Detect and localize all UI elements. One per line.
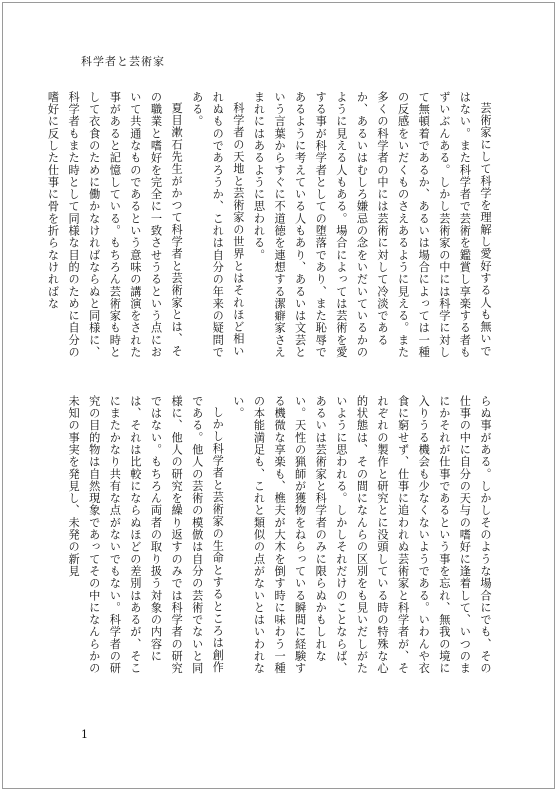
text-block-lower	[67, 395, 495, 685]
running-header: 科学者と芸術家	[81, 55, 165, 68]
paragraph: しかし科学者と芸術家の生命とするところは創作である。他人の芸術の模倣は自分の芸術でないと同様に、他人の研究を繰り返すのみでは科学者の研究ではない。もちろん両者の取り扱う対象の内容には、それは比較にならぬほどの差別はあるが、そこにまたかなり共有な点がないでもない。科学者の研究の目的物は自然現象であってその中になんらかの未知の事実を発見し、未発の新見	[67, 395, 225, 675]
paragraph: 芸術家にして科学を理解し愛好する人も無いではない。また科学者で芸術を鑑賞し享楽する者もずいぶんある。しかし芸術家の中には科学に対して無頓着であるか、あるいは場合によっては一種の反感をいだくものさえあるように見える。また多くの科学者の中には芸術に対して冷淡であるか、あるいはむしろ嫌忌の念をいだいているかのように見える人もある。場合によっては芸術を愛する事が科学者としての堕落であり、また恥辱であるように考えている人もあり、あるいは文芸という言葉からすぐに不道徳を連想する潔癖家さえまれにはあるように思われる。	[252, 91, 492, 359]
paragraph: 夏目漱石先生がかつて科学者と芸術家とは、その職業と嗜好を完全に一致させうるという点において共通なものであるという意味の講演をされた事があると記憶している。もちろん芸術家も時として衣食のために働かなければならぬと同様に、科学者もまた時として同様な目的のために自分の嗜好に反した仕事に骨を折らなければな	[46, 91, 184, 359]
paragraph: 科学者の天地と芸術家の世界とはそれほど相いれぬものであろうか、これは自分の年来の疑問である。	[190, 91, 245, 359]
page-number: 1	[81, 728, 88, 741]
page	[2, 2, 555, 789]
text-block-upper	[46, 91, 495, 363]
paragraph-continued: らぬ事がある。しかしそのような場合にでも、その仕事の中に自分の天与の嗜好に逢着して、いつのまにかそれが仕事であるという事を忘れ、無我の境に入りうる機会も少なくないようである。いわんや衣食に窮せず、仕事に追われぬ芸術家と科学者が、それぞれの製作と研究とに没頭している時の特殊な心的状態は、その間になんらの区別をも見いだしがたいように思われる。しかしそれだけのことならば、あるいは芸術家と科学者のみに限らぬかもしれない。天性の猟師が獲物をねらっている瞬間に経験する機微な享楽も、樵夫が大木を倒す時に味わう一種の本能満足も、これと類似の点がないとはいわれない。	[231, 395, 492, 675]
